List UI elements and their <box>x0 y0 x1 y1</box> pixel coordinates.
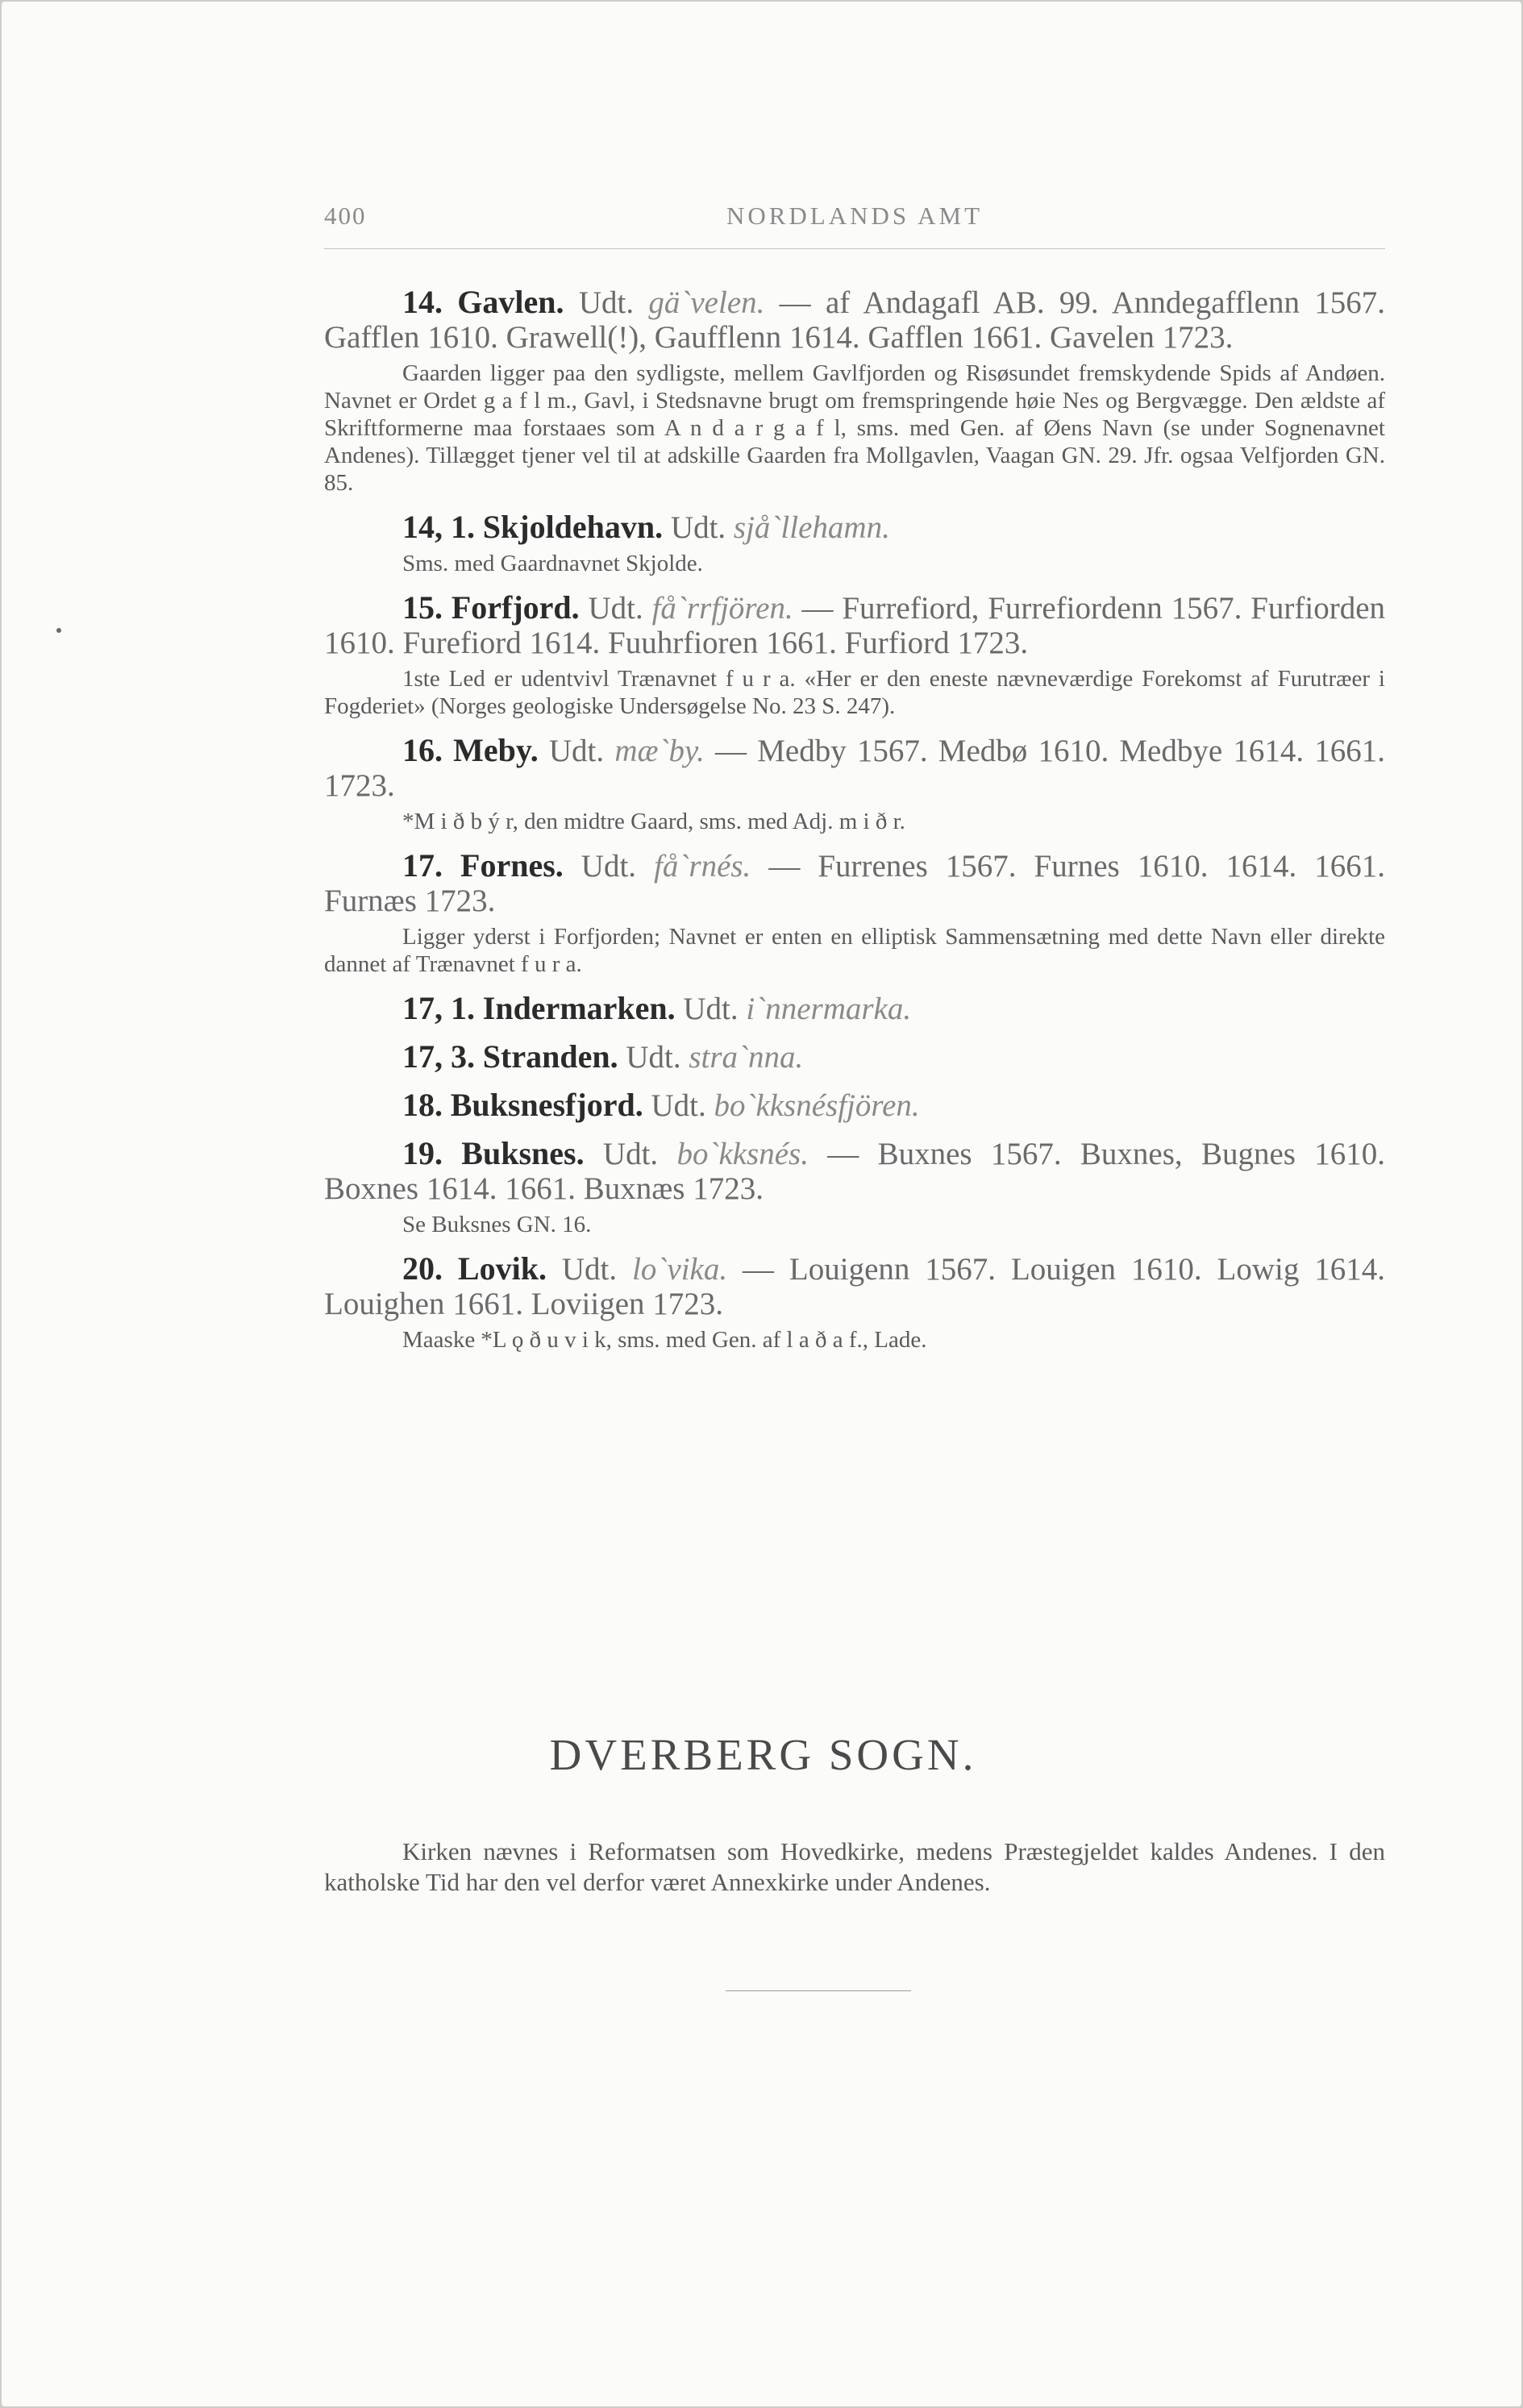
margin-mark <box>56 628 61 633</box>
entry-name: Skjoldehavn. <box>482 509 664 545</box>
entry-buksnesfjord <box>324 1088 1385 1123</box>
entry-number: 19. <box>402 1135 443 1171</box>
entry-note: Se Buksnes GN. 16. <box>402 1212 592 1237</box>
entry-pronunciation: mæ`by. <box>614 734 705 768</box>
entry-forms: — af Andagafl AB. 99. Anndegafflenn 1567. Gafflen 1610. Grawell(!), Gaufflenn 1614. Gafflen 1661. Gavelen 1723. <box>324 285 1386 355</box>
entry-name: Buksnesfjord. <box>450 1087 643 1123</box>
entry-pronunciation: i`nnermarka. <box>746 992 912 1026</box>
section-title: DVERBERG SOGN. <box>549 1730 977 1779</box>
entry-indermarken <box>324 991 1385 1026</box>
entry-heading <box>324 1136 1385 1206</box>
udt-label: Udt. <box>548 734 605 768</box>
entry-forms: — Medby 1567. Medbø 1610. Medbye 1614. 1661. 1723. <box>324 734 1386 803</box>
entry-pronunciation: få`rrfjören. <box>651 591 793 626</box>
entry-note: Ligger yderst i Forfjorden; Navnet er enten en elliptisk Sammensætning med dette Navn eller direkte dannet af Trænavnet f u r a. <box>324 924 1385 977</box>
entry-number: 15. <box>402 589 443 626</box>
entries-list <box>324 272 1385 1360</box>
entry-name: Indermarken. <box>482 990 676 1026</box>
entry-name: Gavlen. <box>457 284 564 320</box>
entry-forfjord <box>324 590 1385 720</box>
entry-note: Sms. med Gaardnavnet Skjolde. <box>402 551 703 576</box>
udt-label: Udt. <box>602 1137 659 1171</box>
udt-label: Udt. <box>588 591 643 626</box>
entry-pronunciation: få`rnés. <box>654 849 751 884</box>
document-page <box>2 2 1521 2406</box>
entry-number: 14. <box>402 284 443 320</box>
entry-note: *M i ð b ý r, den midtre Gaard, sms. med Adj. m i ð r. <box>402 809 905 834</box>
entry-name: Fornes. <box>460 847 564 884</box>
entry-pronunciation: gä`velen. <box>648 285 765 320</box>
header-rule <box>324 248 1385 249</box>
entry-pronunciation: bo`kksnésfjören. <box>714 1088 920 1123</box>
end-rule <box>726 1990 911 1991</box>
section-text: Kirken nævnes i Reformatsen som Hovedkirke, medens Præstegjeldet kaldes Andenes. I den katholske Tid har den vel derfor været Annexkirke under Andenes. <box>324 1837 1385 1896</box>
entry-heading <box>324 1251 1385 1321</box>
entry-forms: — Buxnes 1567. Buxnes, Bugnes 1610. Boxnes 1614. 1661. Buxnæs 1723. <box>324 1137 1386 1206</box>
entry-lovik <box>324 1251 1385 1354</box>
entry-number: 17, 1. <box>402 990 475 1026</box>
udt-label: Udt. <box>651 1088 706 1123</box>
entry-heading <box>324 509 1385 545</box>
entry-pronunciation: bo`kksnés. <box>676 1137 809 1171</box>
entry-forms: — Furrefiord, Furrefiordenn 1567. Furfiorden 1610. Furefiord 1614. Fuuhrfioren 1661. Furfiord 1723. <box>324 591 1386 660</box>
running-head: NORDLANDS AMT <box>726 202 984 230</box>
entry-heading <box>324 1039 1385 1075</box>
entry-number: 14, 1. <box>402 509 475 545</box>
entry-pronunciation: sjå`llehamn. <box>733 510 890 545</box>
entry-heading <box>324 285 1385 355</box>
entry-heading <box>324 590 1385 660</box>
entry-note: 1ste Led er udentvivl Trænavnet f u r a. «Her er den eneste nævneværdige Forekomst af Furutræer i Fogderiet» (Norges geologiske Undersøgelse No. 23 S. 247). <box>324 666 1385 719</box>
entry-pronunciation: lo`vika. <box>632 1252 728 1287</box>
udt-label: Udt. <box>670 510 726 545</box>
udt-label: Udt. <box>683 992 739 1026</box>
udt-label: Udt. <box>561 1252 618 1287</box>
entry-forms: — Louigenn 1567. Louigen 1610. Lowig 1614. Louighen 1661. Loviigen 1723. <box>324 1252 1386 1321</box>
udt-label: Udt. <box>626 1040 681 1075</box>
entry-heading <box>324 1088 1385 1123</box>
entry-number: 18. <box>402 1087 443 1123</box>
entry-name: Stranden. <box>482 1038 618 1075</box>
entry-stranden <box>324 1039 1385 1075</box>
entry-heading <box>324 991 1385 1026</box>
udt-label: Udt. <box>580 849 637 884</box>
entry-note: Maaske *L ǫ ð u v i k, sms. med Gen. af l a ð a f., Lade. <box>402 1327 927 1353</box>
page-header <box>324 202 1385 234</box>
entry-pronunciation: stra`nna. <box>689 1040 804 1075</box>
entry-number: 20. <box>402 1250 443 1287</box>
entry-name: Meby. <box>453 732 539 768</box>
entry-buksnes <box>324 1136 1385 1238</box>
entry-number: 17. <box>402 847 443 884</box>
page-number: 400 <box>324 202 367 230</box>
entry-name: Forfjord. <box>451 589 580 626</box>
entry-heading <box>324 733 1385 803</box>
entry-name: Buksnes. <box>461 1135 585 1171</box>
entry-number: 16. <box>402 732 443 768</box>
entry-note: Gaarden ligger paa den sydligste, mellem Gavlfjorden og Risøsundet fremskydende Spids af Andøen. Navnet er Ordet g a f l m., Gavl, i Stedsnavne brugt om fremspringende høie Nes og Bergvægge. Den ældste af Skriftformerne maa forstaaes som A n d a r g a f l, sms. med Gen. af Øens Navn (se under Sognenavnet Andenes). Tillægget tjener vel til at adskille Gaarden fra Mollgavlen, Vaagan GN. 29. Jfr. ogsaa Velfjorden GN. 85. <box>324 360 1385 496</box>
entry-fornes <box>324 848 1385 978</box>
entry-meby <box>324 733 1385 835</box>
udt-label: Udt. <box>578 285 635 320</box>
entry-gavlen <box>324 285 1385 497</box>
entry-number: 17, 3. <box>402 1038 475 1075</box>
entry-heading <box>324 848 1385 918</box>
entry-skjoldehavn <box>324 509 1385 577</box>
entry-name: Lovik. <box>457 1250 547 1287</box>
entry-forms: — Furrenes 1567. Furnes 1610. 1614. 1661. Furnæs 1723. <box>324 849 1386 918</box>
